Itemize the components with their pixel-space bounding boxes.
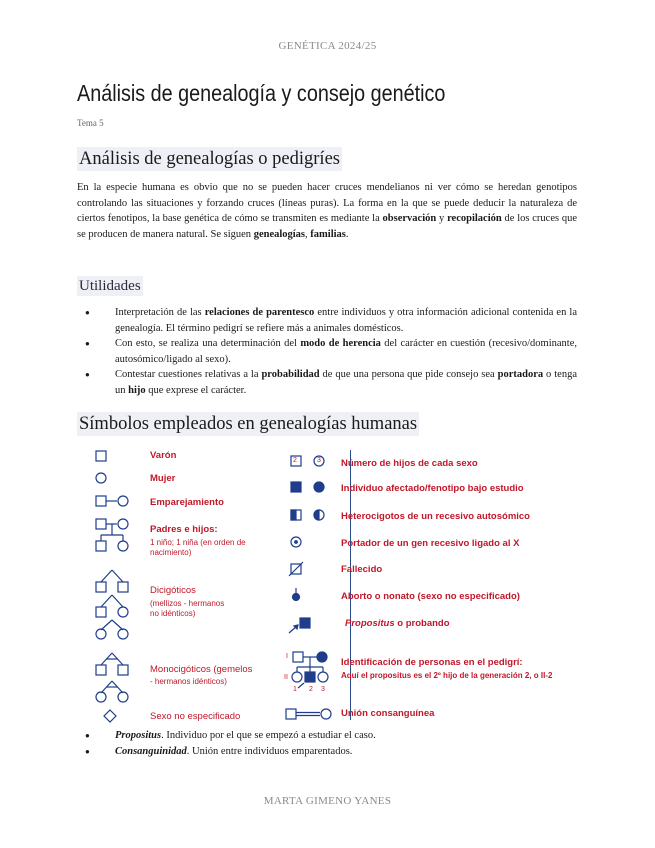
label-dicigoticos: Dicigóticos — [150, 585, 196, 596]
item-term: portadora — [497, 369, 544, 380]
intro-text-5: . — [345, 228, 349, 240]
x-carrier-icon — [290, 536, 306, 550]
item-term: probabilidad — [261, 369, 320, 380]
term-genealogias: genealogías — [253, 228, 306, 240]
item-term: modo de herencia — [300, 338, 381, 349]
list-item — [77, 367, 577, 398]
utilidades-list — [77, 305, 577, 398]
count-female: 3 — [317, 457, 321, 464]
male-square-icon — [95, 450, 109, 464]
label-padres-detalle-1: 1 niño; 1 niña (en orden de — [150, 538, 246, 547]
intro-text-1: En la especie humana es obvio que no se pueden hacer cruces mendelianos ni ver cómo se heredan genotipos controlando las situaciones y forzando cruces (líneas puras). La forma en la que se puede deducir la naturaleza de ciertos fenotipos, la base genética de cómo se transmiten es mediante la — [77, 182, 577, 224]
item-text: Interpretación de las — [115, 307, 205, 318]
list-item — [77, 336, 577, 367]
dizygotic-twins-icon — [93, 570, 137, 640]
affected-individual-icon — [290, 481, 330, 495]
item-text: que exprese el carácter. — [145, 384, 247, 396]
label-probando: o probando — [394, 618, 450, 629]
label-numero-hijos: Número de hijos de cada sexo — [341, 458, 478, 469]
heterozygote-icon — [290, 509, 330, 523]
label-afectado: Individuo afectado/fenotipo bajo estudio — [341, 483, 524, 494]
section-heading-simbolos: Símbolos empleados en genealogías humanas — [79, 414, 418, 434]
list-item — [77, 728, 577, 744]
label-identificacion-2: Aquí el propositus es el 2º hijo de la generación 2, o II-2 — [341, 671, 553, 680]
generation-I: I — [286, 653, 288, 660]
intro-text-3: de los cruces que se producen de manera natural. Se siguen — [77, 213, 578, 240]
label-identificacion-1: Identificación de personas en el pedigrí: — [341, 657, 523, 668]
item-text: del carácter en cuestión (recesivo/dominante, autosómico/ligado al sexo). — [115, 338, 577, 365]
definition-text: . Unión entre individuos emparentados. — [186, 745, 353, 757]
page-title: Análisis de genealogía y consejo genético — [77, 80, 446, 106]
label-emparejamiento: Emparejamiento — [150, 497, 224, 508]
item-term: relaciones de parentesco — [204, 307, 315, 318]
label-mujer: Mujer — [150, 473, 176, 484]
monozygotic-twins-icon — [93, 653, 137, 705]
label-fallecido: Fallecido — [341, 564, 383, 575]
intro-text-4: , — [305, 228, 311, 240]
term-familias: familias — [310, 228, 346, 240]
label-union-consanguinea: Unión consanguínea — [341, 708, 435, 719]
list-item — [77, 744, 577, 760]
label-sexo-no-especificado: Sexo no especificado — [150, 711, 241, 722]
item-text: entre individuos y otra información adicional contenida en la genealogía. El término pedigrí se refiere más a animales domésticos. — [115, 307, 577, 334]
definition-text: . Individuo por el que se empezó a estudiar el caso. — [161, 730, 376, 741]
generation-II: II — [284, 674, 288, 681]
label-padres-detalle-2: nacimiento) — [150, 548, 192, 557]
label-padres-hijos: Padres e hijos: — [150, 524, 218, 535]
pedigree-symbols-figure — [85, 445, 580, 730]
label-portador: Portador de un gen recesivo ligado al X — [341, 538, 520, 549]
individual-1: 1 — [293, 686, 297, 693]
list-item — [77, 305, 577, 336]
section-heading-genealogias: Análisis de genealogías o pedigríes — [79, 149, 340, 169]
intro-text-2: y — [436, 213, 448, 224]
mating-line-icon — [95, 495, 135, 509]
label-heterocigotos: Heterocigotos de un recesivo autosómico — [341, 511, 530, 522]
label-dicigoticos-detalle-1: (mellizos - hermanos — [150, 599, 225, 608]
diamond-icon — [103, 709, 119, 725]
running-footer: MARTA GIMENO YANES — [263, 795, 392, 807]
topic-label: Tema 5 — [77, 118, 104, 128]
count-male: 2 — [293, 457, 297, 464]
item-term: hijo — [128, 384, 146, 396]
definitions-list — [77, 728, 577, 759]
label-dicigoticos-detalle-2: no idénticos) — [150, 609, 196, 618]
label-monocigoticos-1: Monocigóticos (gemelos — [150, 664, 253, 675]
label-propositus — [345, 618, 450, 629]
miscarriage-icon — [290, 588, 306, 604]
individual-2: 2 — [309, 686, 313, 693]
label-monocigoticos-2: - hermanos idénticos) — [150, 677, 227, 686]
item-text: Con esto, se realiza una determinación del — [115, 338, 301, 349]
item-text: o tenga un — [115, 369, 577, 396]
consanguineous-union-icon — [285, 708, 335, 722]
term-propositus: Propositus — [345, 618, 395, 629]
term-propositus-def: Propositus — [115, 730, 162, 741]
label-varon: Varón — [150, 450, 177, 461]
deceased-icon — [290, 563, 306, 577]
term-recopilacion: recopilación — [447, 213, 502, 224]
term-observacion: observación — [382, 213, 437, 224]
term-consanguinidad: Consanguinidad — [115, 745, 187, 757]
item-text: Contestar cuestiones relativas a la — [115, 369, 262, 380]
running-header: GENÉTICA 2024/25 — [278, 40, 377, 52]
section-heading-utilidades: Utilidades — [79, 278, 141, 294]
parents-children-icon — [95, 518, 135, 554]
intro-paragraph — [77, 180, 577, 242]
female-circle-icon — [95, 472, 109, 486]
propositus-icon — [288, 616, 318, 636]
individual-3: 3 — [321, 686, 325, 693]
item-text: de que una persona que pide consejo sea — [319, 369, 498, 380]
label-aborto: Aborto o nonato (sexo no especificado) — [341, 591, 520, 602]
